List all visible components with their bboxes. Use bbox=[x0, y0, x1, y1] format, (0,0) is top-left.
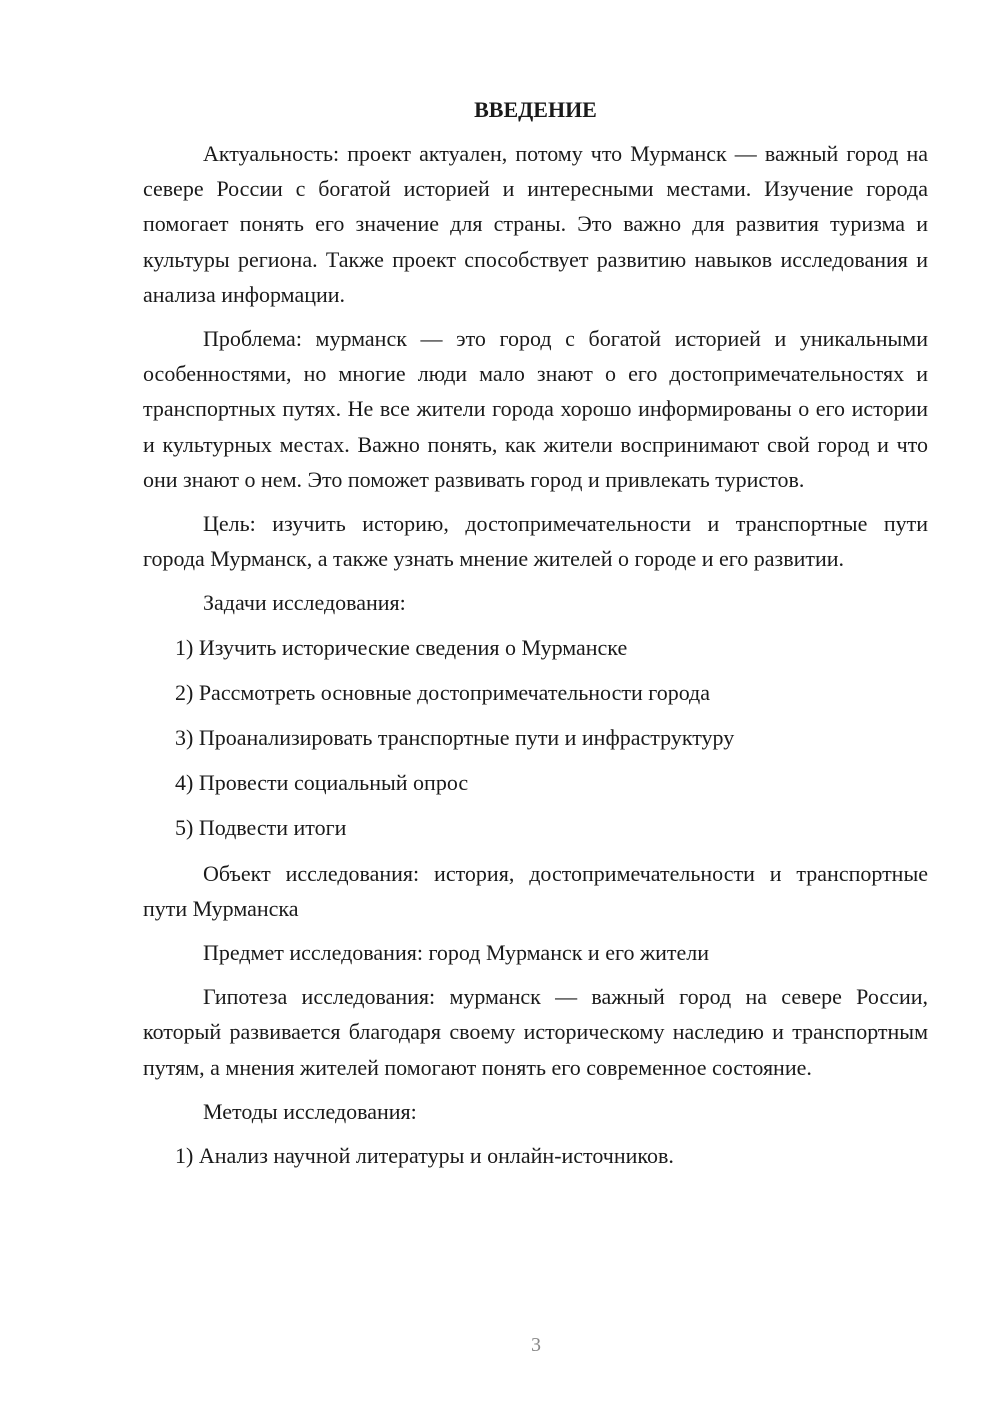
tasks-list bbox=[143, 630, 928, 846]
list-item: 3) Проанализировать транспортные пути и инфраструктуру bbox=[175, 725, 735, 751]
subject-paragraph: Предмет исследования: город Мурманск и его жители bbox=[203, 940, 710, 966]
hypothesis-paragraph: Гипотеза исследования: мурманск — важный город на севере России, который развивается благодаря своему историческому наследию и транспортным путям, а мнения жителей помогают понять его современное состояние. bbox=[143, 984, 928, 1080]
section-title: ВВЕДЕНИЕ bbox=[474, 97, 597, 122]
list-item: 2) Рассмотреть основные достопримечательности города bbox=[175, 679, 711, 705]
page-number: 3 bbox=[531, 1334, 541, 1356]
object-paragraph: Объект исследования: история, достопримечательности и транспортные пути Мурманска bbox=[143, 860, 928, 921]
methods-list bbox=[143, 1138, 928, 1173]
list-item: 1) Изучить исторические сведения о Мурманске bbox=[175, 634, 628, 660]
list-item: 1) Анализ научной литературы и онлайн-источников. bbox=[175, 1143, 674, 1169]
tasks-heading: Задачи исследования: bbox=[203, 590, 406, 616]
goal-paragraph: Цель: изучить историю, достопримечательности и транспортные пути города Мурманск, а также узнать мнение жителей о городе и его развитии. bbox=[143, 511, 928, 572]
document-page bbox=[143, 92, 928, 1183]
list-item: 5) Подвести итоги bbox=[175, 815, 347, 841]
relevance-paragraph: Актуальность: проект актуален, потому что Мурманск — важный город на севере России с богатой историей и интересными местами. Изучение города помогает понять его значение для страны. Это важно для развития туризма и культуры региона. Также проект способствует развитию навыков исследования и анализа информации. bbox=[143, 141, 928, 307]
list-item: 4) Провести социальный опрос bbox=[175, 770, 469, 796]
problem-paragraph: Проблема: мурманск — это город с богатой историей и уникальными особенностями, но многие люди мало знают о его достопримечательностях и транспортных путях. Не все жители города хорошо информированы о его истории и культурных местах. Важно понять, как жители воспринимают свой город и что они знают о нем. Это поможет развивать город и привлекать туристов. bbox=[143, 326, 928, 492]
methods-heading: Методы исследования: bbox=[203, 1098, 417, 1124]
